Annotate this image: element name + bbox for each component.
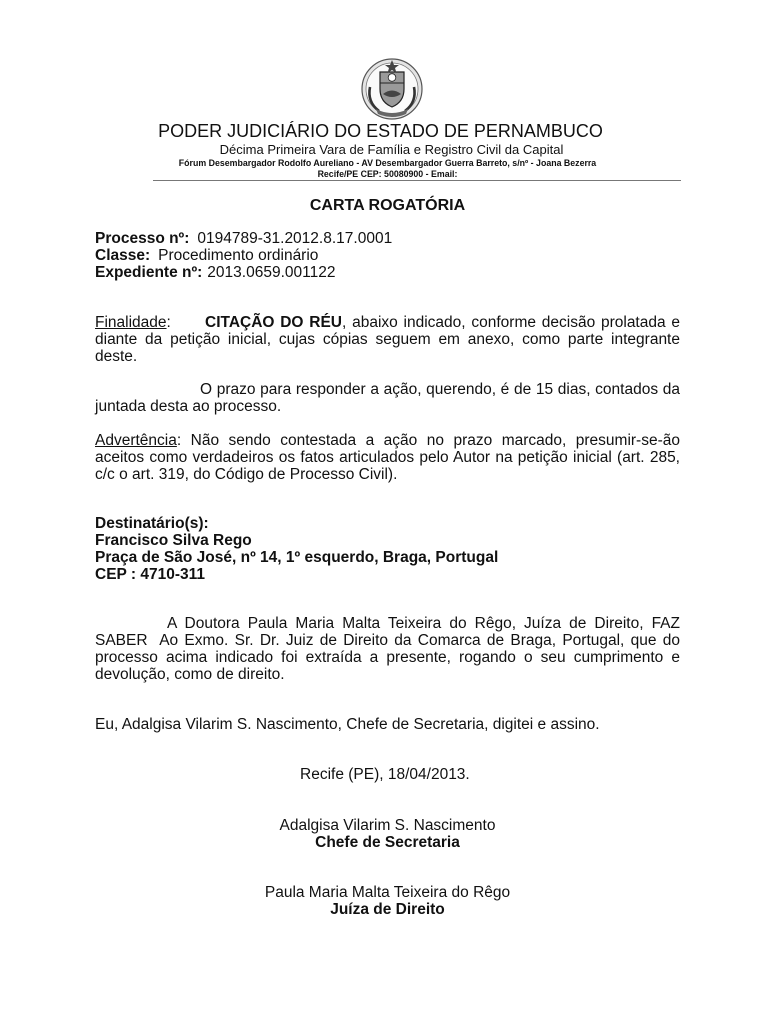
warning-label: Advertência (95, 432, 177, 449)
signatory-name: Paula Maria Malta Teixeira do Rêgo (264, 884, 511, 901)
case-info-value: 2013.0659.001122 (207, 264, 336, 281)
recipient-address: Praça de São José, nº 14, 1º esquerdo, Braga, Portugal (95, 549, 499, 566)
case-info-label: Classe: (95, 247, 151, 264)
warning-label-colon: : (176, 432, 182, 449)
purpose-label: Finalidade (95, 314, 167, 331)
court-address: Fórum Desembargador Rodolfo Aureliano - AV Desembargador Guerra Barreto, s/nº - Joana Bezerra (178, 158, 597, 168)
warning-text: Não sendo contestada a ação no prazo marcado, presumir-se-ão aceitos como verdadeiros os fatos articulados pelo Autor na petição inicial (art. 285, c/c o art. 319, do Código de Processo Civil). (95, 432, 680, 483)
signatory-role: Juíza de Direito (330, 901, 445, 918)
purpose-emphasis: CITAÇÃO DO RÉU (205, 314, 342, 331)
purpose-paragraph (95, 314, 680, 365)
header-divider (153, 180, 681, 181)
coat-of-arms-icon (358, 57, 426, 121)
document-title: CARTA ROGATÓRIA (309, 197, 466, 214)
signatory-name: Adalgisa Vilarim S. Nascimento (279, 817, 496, 834)
request-paragraph: A Doutora Paula Maria Malta Teixeira do Rêgo, Juíza de Direito, FAZ SABER Ao Exmo. Sr. Dr. Juiz de Direito da Comarca de Braga, Portugal, que do processo acima indicado foi extraída a presente, rogando o seu cumprimento e devolução, como de direito. (95, 615, 685, 683)
signatory-role: Chefe de Secretaria (315, 834, 460, 851)
case-info-value: 0194789-31.2012.8.17.0001 (197, 230, 393, 247)
case-info-row (95, 230, 680, 247)
purpose-text: , abaixo indicado, conforme decisão prolatada e diante da petição inicial, cujas cópias seguem em anexo, como parte integrante deste. (95, 314, 681, 365)
signature-block (95, 817, 680, 851)
case-info-row (95, 247, 680, 264)
signature-block (95, 884, 680, 918)
place-date: Recife (PE), 18/04/2013. (300, 766, 470, 783)
recipient-postal-code: CEP : 4710-311 (95, 566, 206, 583)
case-info-label: Processo nº: (95, 230, 190, 247)
court-name: PODER JUDICIÁRIO DO ESTADO DE PERNAMBUCO (158, 121, 603, 141)
case-info-row (95, 264, 680, 281)
recipient-name: Francisco Silva Rego (95, 532, 252, 549)
recipient-label: Destinatário(s): (95, 515, 209, 532)
case-info-value: Procedimento ordinário (158, 247, 319, 264)
purpose-label-colon: : (166, 314, 171, 331)
recipient-block (95, 515, 680, 583)
purpose-label-group (95, 314, 205, 331)
warning-paragraph (95, 432, 680, 483)
court-division: Décima Primeira Vara de Família e Registro Civil da Capital (219, 142, 564, 157)
case-info-label: Expediente nº: (95, 264, 203, 281)
clerk-statement: Eu, Adalgisa Vilarim S. Nascimento, Chefe de Secretaria, digitei e assino. (95, 716, 600, 733)
deadline-paragraph: O prazo para responder a ação, querendo, é de 15 dias, contados da juntada desta ao processo. (95, 381, 680, 415)
court-city-line: Recife/PE CEP: 50080900 - Email: (317, 169, 458, 179)
case-info-block (95, 230, 680, 281)
